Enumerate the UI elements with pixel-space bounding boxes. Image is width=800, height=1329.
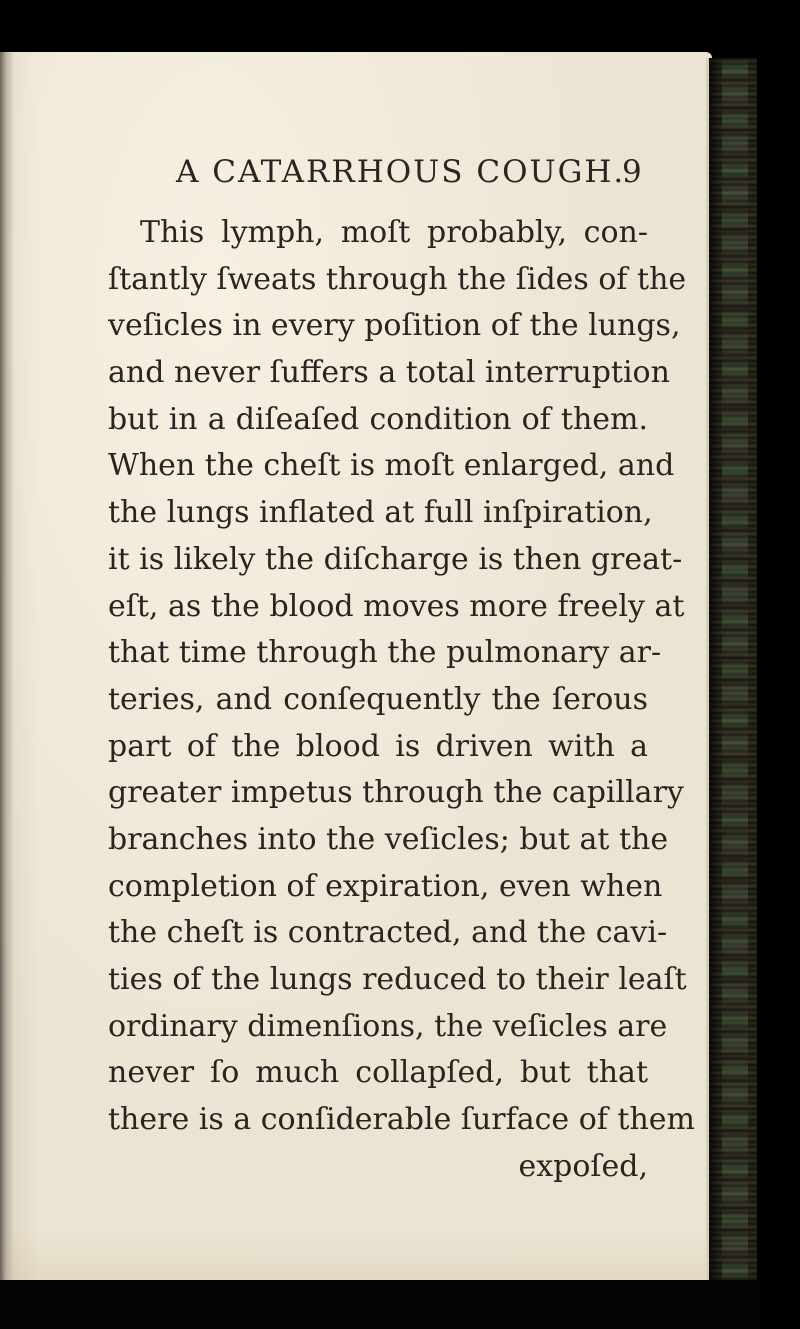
text-line-3: veſicles in every poſition of the lungs, — [108, 308, 681, 344]
text-line-6: When the cheſt is moſt enlarged, and — [108, 448, 675, 484]
text-line-5: but in a diſeaſed condition of them. — [108, 401, 648, 437]
page-left-edge — [0, 52, 14, 1289]
running-title: A CATARRHOUS COUGH. — [176, 154, 626, 190]
catchword: expoſed, — [518, 1148, 648, 1184]
text-line-12: part of the blood is driven with a — [108, 728, 648, 764]
page-number: 9 — [622, 154, 642, 190]
scan-bottom-shadow — [0, 1280, 760, 1329]
text-line-2: ſtantly ſweats through the ſides of the — [108, 261, 687, 297]
text-line-18: ordinary dimenſions, the veſicles are — [108, 1008, 668, 1044]
text-line-15: completion of expiration, even when — [108, 868, 663, 904]
text-line-7: the lungs inflated at full inſpiration, — [108, 495, 653, 531]
text-line-14: branches into the veſicles; but at the — [108, 821, 669, 857]
text-line-19: never ſo much collapſed, but that — [108, 1055, 648, 1091]
text-line-17: ties of the lungs reduced to their leaſt — [108, 962, 687, 997]
text-line-20: there is a conſiderable ſurface of them — [108, 1102, 695, 1138]
text-line-16: the cheſt is contracted, and the cavi- — [108, 915, 668, 951]
text-line-4: and never ſuffers a total interruption — [108, 355, 670, 391]
binding-texture — [722, 60, 748, 1280]
text-line-11: teries, and conſequently the ſerous — [108, 681, 648, 717]
text-line-8: it is likely the diſcharge is then great- — [108, 541, 683, 577]
text-line-9: eſt, as the blood moves more freely at — [108, 588, 685, 624]
text-line-1: This lymph, moſt probably, con- — [140, 215, 648, 250]
running-header — [0, 154, 712, 204]
body-text — [108, 210, 695, 1190]
text-line-10: that time through the pulmonary ar- — [108, 635, 662, 671]
text-line-13: greater impetus through the capillary — [108, 775, 684, 811]
